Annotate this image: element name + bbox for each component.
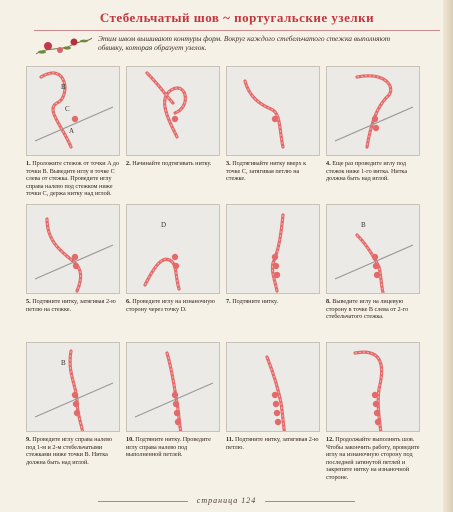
step-photo: [326, 66, 420, 156]
point-label: B: [361, 221, 366, 229]
step-1: [26, 66, 120, 198]
step-2: [126, 66, 220, 168]
thread-path: [357, 76, 391, 147]
step-text: Еще раз проведите иглу под стежок ниже 1-го витка. Нитка должна быть над иглой.: [326, 160, 408, 183]
step-number: 4.: [326, 160, 333, 167]
needle-icon: [335, 107, 413, 141]
step-7: [226, 204, 320, 306]
knot-mark: [73, 263, 79, 269]
step-photo: [226, 342, 320, 432]
knot-mark: [174, 410, 180, 416]
step-4: [326, 66, 420, 183]
knot-mark: [173, 263, 179, 269]
knot-mark: [73, 401, 79, 407]
knot-mark: [172, 116, 178, 122]
thread-illustration: [27, 343, 120, 432]
step-caption: [326, 436, 420, 482]
thread-path: [245, 81, 283, 147]
step-number: 2.: [126, 160, 133, 167]
thread-illustration: [327, 343, 420, 432]
knot-mark: [375, 419, 381, 425]
step-8: [326, 204, 420, 321]
thread-path: [70, 351, 83, 432]
step-photo: [226, 204, 320, 294]
step-caption: [226, 436, 320, 451]
knot-mark: [372, 392, 378, 398]
knot-mark: [274, 272, 280, 278]
step-caption: [126, 298, 220, 313]
step-photo: [126, 66, 220, 156]
step-photo: [326, 342, 420, 432]
knot-mark: [373, 401, 379, 407]
thread-illustration: [227, 343, 320, 432]
footer-rule-left: [98, 501, 188, 502]
knot-mark: [275, 419, 281, 425]
needle-icon: [35, 107, 113, 141]
step-number: 11.: [226, 436, 235, 443]
point-label: B: [61, 83, 66, 91]
knot-mark: [175, 419, 181, 425]
step-11: [226, 342, 320, 451]
thread-illustration: [227, 67, 320, 156]
point-label: C: [65, 105, 70, 113]
step-photo: [126, 204, 220, 294]
point-label: D: [161, 221, 167, 229]
flower-ornament-icon: [34, 32, 94, 58]
step-caption: [126, 436, 220, 459]
page-number: страница 124: [196, 496, 257, 505]
thread-illustration: [27, 67, 120, 156]
step-photo: [126, 342, 220, 432]
thread-path: [272, 215, 283, 291]
step-text: Подтяните нитку, затягивая 2-ю петлю на стежке.: [26, 298, 116, 313]
knot-mark: [374, 272, 380, 278]
step-6: [126, 204, 220, 313]
knot-mark: [172, 392, 178, 398]
step-text: Подтяните нитку, затягивая 2-ю петлю.: [226, 436, 319, 451]
step-text: Подтяните нитку.: [232, 298, 279, 305]
step-photo: [226, 66, 320, 156]
step-number: 10.: [126, 436, 136, 443]
knot-mark: [172, 254, 178, 260]
step-text: Подтягивайте нитку вверх к точке C, затягивая петлю на стежке.: [226, 160, 307, 183]
knot-mark: [74, 410, 80, 416]
knot-mark: [272, 254, 278, 260]
thread-path: [147, 73, 185, 137]
step-photo: [26, 204, 120, 294]
point-label: A: [69, 127, 75, 135]
step-caption: [326, 298, 420, 321]
thread-illustration: [327, 205, 420, 294]
step-text: Проведите иглу справа налево под 1-м и 2-м стебельчатыми стежками ниже точки B. Нитка должна быть над иглой.: [26, 436, 113, 466]
knot-mark: [273, 401, 279, 407]
page-edge: [443, 0, 453, 512]
step-number: 1.: [26, 160, 33, 167]
step-number: 5.: [26, 298, 33, 305]
thread-illustration: [27, 205, 120, 294]
intro-text: Этим швом вышивают контуры форм. Вокруг каждого стебельчатого стежка выполняют обвивку, которая образует узелок.: [98, 34, 391, 52]
step-number: 3.: [226, 160, 233, 167]
step-caption: [126, 160, 220, 168]
knot-mark: [272, 116, 278, 122]
step-text: Подтяните нитку. Проведите иглу справа налево под выполненной петлей.: [126, 436, 211, 459]
thread-illustration: [127, 343, 220, 432]
step-caption: [226, 298, 320, 306]
header: [28, 6, 446, 52]
step-5: [26, 204, 120, 313]
knot-mark: [372, 254, 378, 260]
needle-icon: [35, 245, 113, 279]
knot-mark: [273, 263, 279, 269]
step-text: Выведите иглу на лицевую сторону в точке B слева от 2-го стебельчатого стежка.: [326, 298, 409, 321]
footer-rule-right: [265, 501, 355, 502]
thread-illustration: [227, 205, 320, 294]
step-photo: [26, 66, 120, 156]
thread-illustration: [127, 205, 220, 294]
step-text: Проведите иглу на изнаночную сторону через точку D.: [126, 298, 215, 313]
thread-twist: [357, 76, 391, 147]
step-photo: [26, 342, 120, 432]
step-number: 7.: [226, 298, 233, 305]
step-text: Проложите стежок от точки A до точки B. Выведите иглу в точке C слева от стежка. Проведите иглу справа налево под стежком ниже точки C, держа нитку над иглой.: [26, 160, 120, 198]
step-number: 12.: [326, 436, 336, 443]
page-footer: [0, 496, 453, 505]
step-caption: [26, 160, 120, 198]
step-number: 9.: [26, 436, 33, 443]
step-9: [26, 342, 120, 466]
knot-mark: [72, 254, 78, 260]
step-caption: [26, 436, 120, 466]
step-3: [226, 66, 320, 183]
step-caption: [26, 298, 120, 313]
step-photo: [326, 204, 420, 294]
step-10: [126, 342, 220, 459]
step-caption: [326, 160, 420, 183]
knot-mark: [372, 116, 378, 122]
knot-mark: [373, 263, 379, 269]
knot-mark: [72, 392, 78, 398]
knot-mark: [173, 401, 179, 407]
knot-mark: [374, 410, 380, 416]
knot-mark: [72, 116, 78, 122]
step-caption: [226, 160, 320, 183]
thread-illustration: [327, 67, 420, 156]
step-number: 8.: [326, 298, 333, 305]
step-text: Продолжайте выполнять шов. Чтобы закончить работу, проведите иглу на изнаночную сторону под последней затянутой петлей и закрепите нитку на изнаночной стороне.: [326, 436, 420, 481]
step-text: Начинайте подтягивать нитку.: [132, 160, 212, 167]
step-12: [326, 342, 420, 482]
knot-mark: [373, 125, 379, 131]
knot-mark: [272, 392, 278, 398]
point-label: B: [61, 359, 66, 367]
page-title: Стебельчатый шов ~ португальские узелки: [34, 6, 440, 31]
step-number: 6.: [126, 298, 133, 305]
thread-illustration: [127, 67, 220, 156]
knot-mark: [274, 410, 280, 416]
